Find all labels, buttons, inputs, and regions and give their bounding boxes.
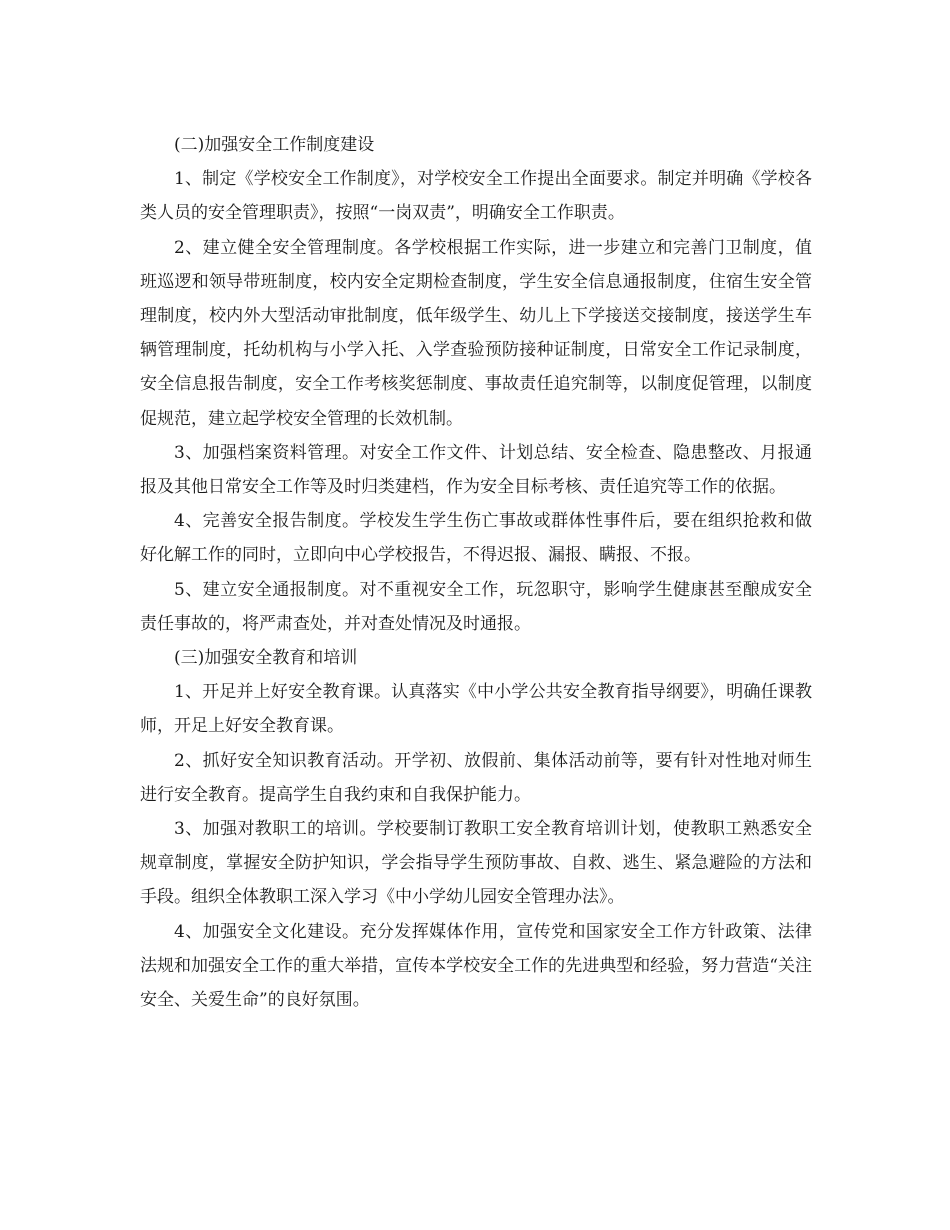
paragraph-2-3: 3、加强档案资料管理。对安全工作文件、计划总结、安全检查、隐患整改、月报通报及其他日常安全工作等及时归类建档，作为安全目标考核、责任追究等工作的依据。 <box>140 442 812 498</box>
paragraph-3-1: 1、开足并上好安全教育课。认真落实《中小学公共安全教育指导纲要》，明确任课教师，开足上好安全教育课。 <box>140 682 812 737</box>
paragraph-3-3: 3、加强对教职工的培训。学校要制订教职工安全教育培训计划，使教职工熟悉安全规章制度，掌握安全防护知识，学会指导学生预防事故、自救、逃生、紧急避险的方法和手段。组织全体教职工深入学习《中小学幼儿园安全管理办法》。 <box>140 819 812 908</box>
paragraph-2-1: 1、制定《学校安全工作制度》，对学校安全工作提出全面要求。制定并明确《学校各类人员的安全管理职责》，按照“一岗双责”，明确安全工作职责。 <box>140 169 812 224</box>
paragraph-2-2: 2、建立健全安全管理制度。各学校根据工作实际，进一步建立和完善门卫制度，值班巡逻和领导带班制度，校内安全定期检查制度，学生安全信息通报制度，住宿生安全管理制度，校内外大型活动审批制度，低年级学生、幼儿上下学接送交接制度，接送学生车辆管理制度，托幼机构与小学入托、入学查验预防接种证制度，日常安全工作记录制度，安全信息报告制度，安全工作考核奖惩制度、事故责任追究制等，以制度促管理，以制度促规范，建立起学校安全管理的长效机制。 <box>140 237 812 429</box>
paragraph-3-2: 2、抓好安全知识教育活动。开学初、放假前、集体活动前等，要有针对性地对师生进行安全教育。提高学生自我约束和自我保护能力。 <box>140 750 812 805</box>
paragraph-2-5: 5、建立安全通报制度。对不重视安全工作，玩忽职守，影响学生健康甚至酿成安全责任事故的，将严肃查处，并对查处情况及时通报。 <box>140 579 812 634</box>
section-heading-2: (二)加强安全工作制度建设 <box>174 135 375 155</box>
paragraph-3-4: 4、加强安全文化建设。充分发挥媒体作用，宣传党和国家安全工作方针政策、法律法规和加强安全工作的重大举措，宣传本学校安全工作的先进典型和经验，努力营造“关注安全、关爱生命”的良好氛围。 <box>140 921 812 1011</box>
section-heading-3: (三)加强安全教育和培训 <box>174 648 358 669</box>
paragraph-2-4: 4、完善安全报告制度。学校发生学生伤亡事故或群体性事件后，要在组织抢救和做好化解工作的同时，立即向中心学校报告，不得迟报、漏报、瞒报、不报。 <box>140 511 812 566</box>
document-body <box>140 128 812 1017</box>
